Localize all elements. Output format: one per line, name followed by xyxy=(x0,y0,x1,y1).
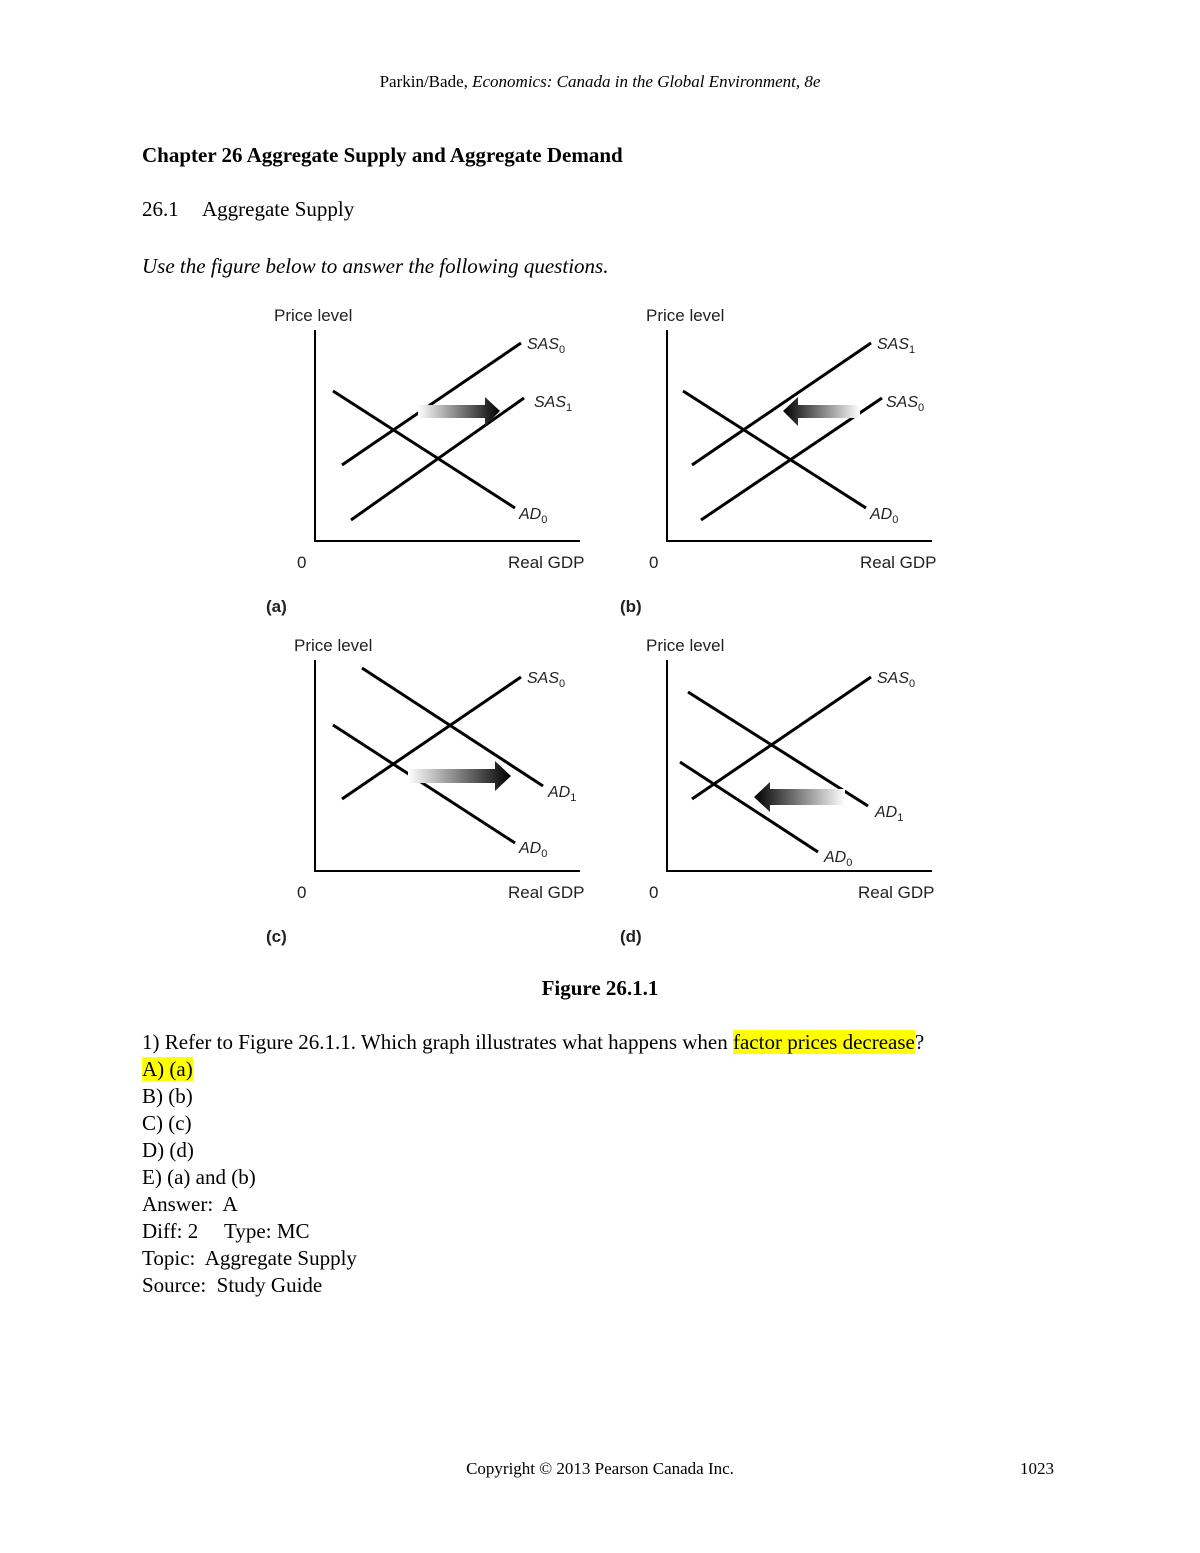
x-axis-label: Real GDP xyxy=(860,553,937,572)
copyright-notice: Copyright © 2013 Pearson Canada Inc. xyxy=(466,1459,734,1478)
curve-label-ad: $AD_0$ xyxy=(519,840,548,860)
option-a: A) (a) xyxy=(142,1057,193,1081)
origin-label: 0 xyxy=(649,883,659,902)
instruction-text: Use the figure below to answer the following questions. xyxy=(142,254,609,278)
ad1-curve xyxy=(688,692,868,806)
y-axis-label: Price level xyxy=(646,306,725,325)
origin-label: 0 xyxy=(297,553,307,572)
x-axis-label: Real GDP xyxy=(508,553,585,572)
topic-line: Topic: Aggregate Supply xyxy=(142,1246,357,1270)
panel-d xyxy=(620,636,935,946)
curve-label-ad: $AD_0$ xyxy=(870,506,899,526)
curve-label-sas: $SAS_0$ xyxy=(877,670,916,690)
panel-letter: (a) xyxy=(266,597,287,616)
curve-label-sas: $SAS_1$ xyxy=(877,336,916,356)
chapter-title: Chapter 26 Aggregate Supply and Aggregate Demand xyxy=(142,143,623,167)
curve-label-sas: $SAS_0$ xyxy=(886,394,925,414)
header-book-title: Economics: Canada in the Global Environment, 8e xyxy=(472,72,821,91)
sas1-curve xyxy=(692,343,871,465)
origin-label: 0 xyxy=(297,883,307,902)
difficulty-type-line: Diff: 2 Type: MC xyxy=(142,1219,310,1243)
sas0-curve xyxy=(342,343,521,465)
curve-label-sas: $SAS_1$ xyxy=(534,394,573,414)
y-axis-label: Price level xyxy=(646,636,725,655)
header-authors: Parkin/Bade, xyxy=(379,72,473,91)
section-title: Aggregate Supply xyxy=(202,197,355,221)
shift-right-arrow xyxy=(408,761,511,791)
option-e: E) (a) and (b) xyxy=(142,1165,256,1189)
option-c: C) (c) xyxy=(142,1111,192,1135)
ad0-curve xyxy=(680,762,818,852)
panel-letter: (c) xyxy=(266,927,287,946)
curve-label-ad: $AD_0$ xyxy=(519,506,548,526)
axes xyxy=(667,330,932,541)
panel-letter: (d) xyxy=(620,927,642,946)
sas0-curve xyxy=(692,677,871,799)
option-b: B) (b) xyxy=(142,1084,193,1108)
source-line: Source: Study Guide xyxy=(142,1273,323,1297)
x-axis-label: Real GDP xyxy=(858,883,935,902)
shift-left-arrow xyxy=(754,782,845,812)
y-axis-label: Price level xyxy=(294,636,373,655)
curve-label-ad: $AD_1$ xyxy=(548,784,577,804)
option-d: D) (d) xyxy=(142,1138,194,1162)
question-prompt: 1) Refer to Figure 26.1.1. Which graph illustrates what happens when factor prices decrease? xyxy=(142,1030,925,1054)
y-axis-label: Price level xyxy=(274,306,353,325)
origin-label: 0 xyxy=(649,553,659,572)
answer-line: Answer: A xyxy=(142,1192,238,1216)
x-axis-label: Real GDP xyxy=(508,883,585,902)
section-number: 26.1 xyxy=(142,197,179,221)
shift-right-arrow xyxy=(418,397,500,426)
highlighted-phrase: factor prices decrease xyxy=(732,1030,915,1054)
curve-label-ad: $AD_1$ xyxy=(875,804,904,824)
page-number: 1023 xyxy=(1020,1459,1054,1478)
question-block xyxy=(142,1029,924,1299)
figure-caption: Figure 26.1.1 xyxy=(541,976,659,1000)
panel-c xyxy=(266,636,585,946)
panel-a xyxy=(266,306,585,616)
curve-label-ad: $AD_0$ xyxy=(824,849,853,869)
panel-b xyxy=(620,306,937,616)
curve-label-sas: $SAS_0$ xyxy=(527,336,566,356)
panel-letter: (b) xyxy=(620,597,642,616)
curve-label-sas: $SAS_0$ xyxy=(527,670,566,690)
